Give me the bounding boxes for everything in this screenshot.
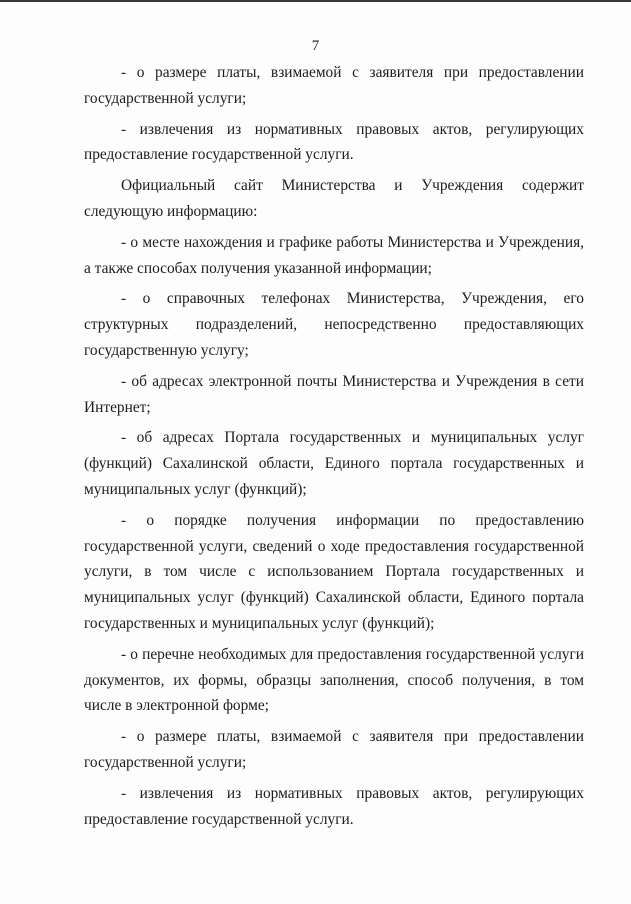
page-number: 7 — [311, 38, 320, 54]
paragraph-portal-addresses: - об адресах Портала государственных и муниципальных услуг (функций) Сахалинской области, Единого портала государственных и муниципальных услуг (функций); — [84, 429, 584, 498]
paragraph-documents-list: - о перечне необходимых для предоставления государственной услуги документов, их формы, образцы заполнения, способ получения, в том числе в электронной форме; — [84, 645, 584, 715]
paragraph-procedure-info: - о порядке получения информации по предоставлению государственной услуги, сведений о ходе предоставления государственной услуги, в том числе с использованием Портала государственных и муниципальных услуг (функций) Сахалинской области, Единого портала государственных и муниципальных услуг (функций); — [84, 511, 584, 632]
scan-top-edge — [0, 0, 631, 2]
paragraph-reference-phones: - о справочных телефонах Министерства, Учреждения, его структурных подразделений, непосредственно предоставляющих государственную услугу; — [84, 290, 584, 359]
paragraph-regulatory-extracts-repeat: - извлечения из нормативных правовых актов, регулирующих предоставление государственной услуги. — [84, 784, 584, 828]
paragraph-fee-info-repeat: - о размере платы, взимаемой с заявителя при предоставлении государственной услуги; — [84, 728, 584, 771]
paragraph-website-intro: Официальный сайт Министерства и Учреждения содержит следующую информацию: — [84, 177, 584, 220]
paragraph-location-schedule: - о месте нахождения и графике работы Министерства и Учреждения, а также способах получения указанной информации; — [84, 233, 584, 277]
paragraph-email-addresses: - об адресах электронной почты Министерства и Учреждения в сети Интернет; — [84, 372, 584, 416]
paragraph-regulatory-extracts: - извлечения из нормативных правовых актов, регулирующих предоставление государственной услуги. — [84, 120, 584, 164]
document-body — [84, 60, 584, 832]
paragraph-fee-info: - о размере платы, взимаемой с заявителя при предоставлении государственной услуги; — [84, 64, 584, 107]
